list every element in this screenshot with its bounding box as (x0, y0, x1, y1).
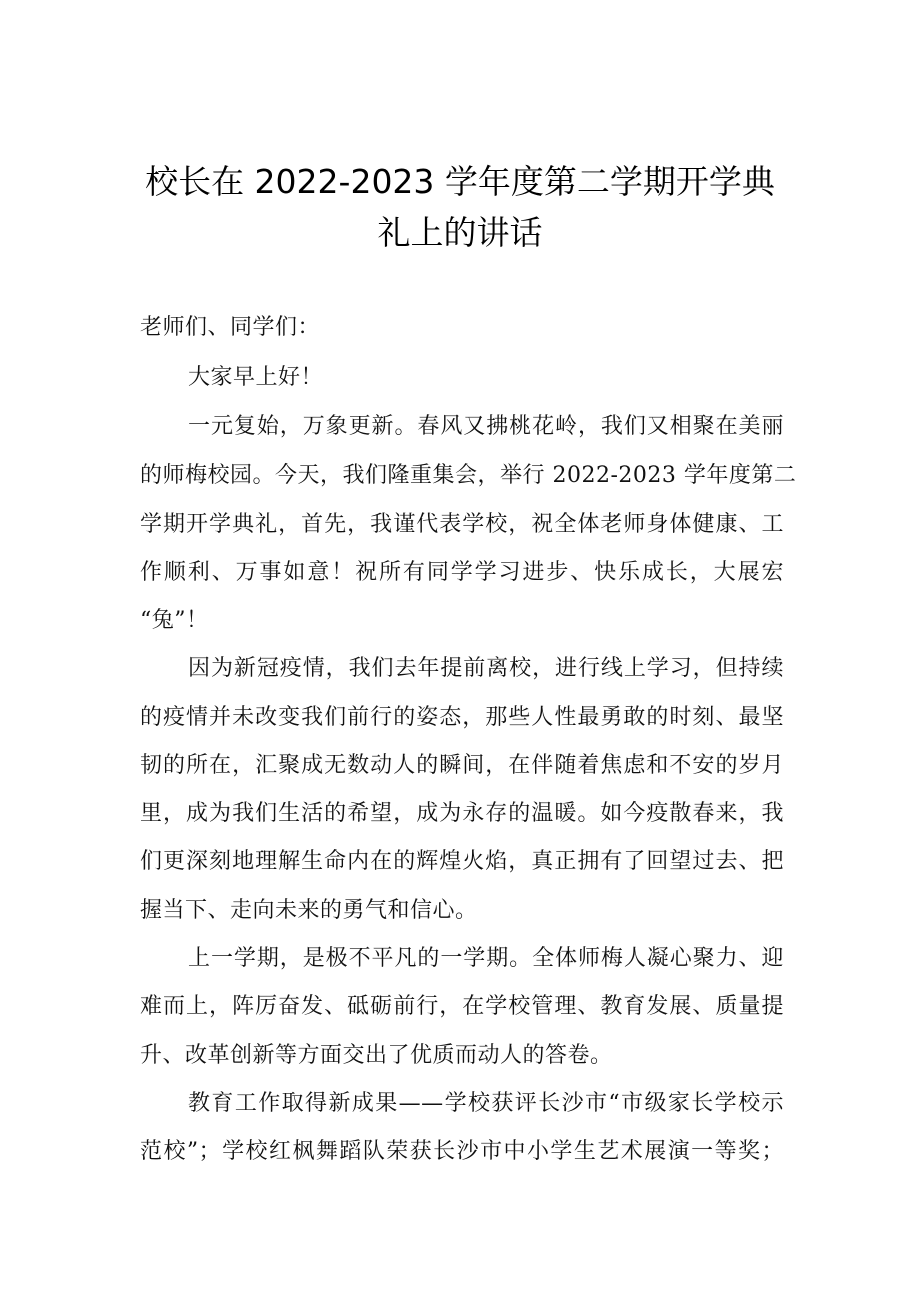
paragraph-line: 里，成为我们生活的希望，成为永存的温暖。如今疫散春来，我 (140, 801, 784, 826)
paragraph-line: 韧的所在，汇聚成无数动人的瞬间，在伴随着焦虑和不安的岁月 (140, 753, 784, 778)
paragraph-line: 范校”；学校红枫舞蹈队荣获长沙市中小学生艺术展演一等奖； (140, 1139, 784, 1164)
document-title-line-1: 校长在 2022-2023 学年度第二学期开学典 (145, 162, 775, 201)
paragraph-line: 握当下、走向未来的勇气和信心。 (140, 898, 478, 923)
paragraph-line: 一元复始，万象更新。春风又拂桃花岭，我们又相聚在美丽 (188, 414, 784, 439)
paragraph-line: 作顺利、万事如意！祝所有同学学习进步、快乐成长，大展宏 (140, 560, 784, 585)
salutation: 老师们、同学们： (140, 315, 321, 340)
paragraph-line: 的疫情并未改变我们前行的姿态，那些人性最勇敢的时刻、最坚 (140, 705, 784, 730)
paragraph-line: “兔”！ (140, 608, 209, 633)
paragraph-line: 升、改革创新等方面交出了优质而动人的答卷。 (140, 1043, 613, 1068)
paragraph-line: 因为新冠疫情，我们去年提前离校，进行线上学习，但持续 (188, 656, 784, 681)
paragraph-line: 学期开学典礼，首先，我谨代表学校，祝全体老师身体健康、工 (140, 512, 784, 537)
document-title-line-2: 礼上的讲话 (377, 213, 543, 252)
paragraph-line: 的师梅校园。今天，我们隆重集会，举行 2022-2023 学年度第二 (140, 463, 797, 488)
paragraph-line: 们更深刻地理解生命内在的辉煌火焰，真正拥有了回望过去、把 (140, 849, 784, 874)
paragraph-line: 上一学期，是极不平凡的一学期。全体师梅人凝心聚力、迎 (188, 946, 784, 971)
greeting-line: 大家早上好！ (188, 365, 324, 390)
paragraph-line: 难而上，阵厉奋发、砥砺前行，在学校管理、教育发展、质量提 (140, 994, 784, 1019)
paragraph-line: 教育工作取得新成果——学校获评长沙市“市级家长学校示 (188, 1091, 784, 1116)
